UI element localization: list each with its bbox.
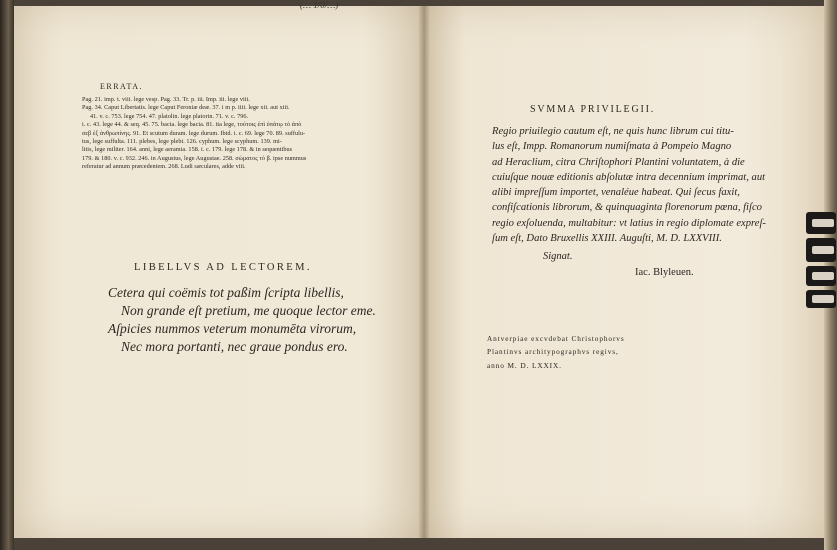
privilege-line: ſum eſt, Dato Bruxellis XXIII. Auguſti, M. D. LXXVIII. <box>492 233 722 245</box>
dedicatory-verse <box>108 284 408 356</box>
page-gutter <box>418 6 430 538</box>
errata-line: 41. v. c. 753. lege 754. 47. platolin. lege platorin. 71. v. c. 796. <box>90 112 249 120</box>
errata-line: 179. & 180. v. c. 932. 246. in Augustus, lege Augustae. 258. σώματος τὸ β. ipse nummus <box>82 154 307 162</box>
errata-heading: ERRATA. <box>100 82 143 91</box>
binder-clip-icon <box>806 266 836 286</box>
verse-line: Nec mora portanti, nec graue pondus ero. <box>121 339 348 354</box>
binder-clip-icon <box>806 290 836 308</box>
binder-clip-icon <box>806 212 836 234</box>
privilege-line: regio exſoluenda, multabitur: vt latius in regio diplomate expreſ- <box>492 217 766 229</box>
errata-list <box>82 96 394 172</box>
signer-name: Iac. Blyleuen. <box>635 267 694 278</box>
errata-line: litis, lege militer. 164. anni, lege aeramia. 158. i. c. 179. lege 178. & in sequentibus <box>82 146 293 154</box>
binder-clip-icon <box>806 238 836 262</box>
errata-line: tus, lege suffulta. 111. plebes, lege plebi. 126. cyphum. lege scyphum. 139. mi- <box>82 138 282 146</box>
imprint-line: anno M. D. LXXIX. <box>487 360 562 370</box>
shelf-mark: (… 1/0/…) <box>300 0 339 10</box>
privilege-line: confiſcationis librorum, & quinquaginta florenorum pœna, fiſco <box>492 202 762 214</box>
privilege-text <box>492 124 766 246</box>
privilege-line: ad Heraclium, citra Chriſtophori Plantini voluntatem, à die <box>492 156 745 168</box>
printer-imprint <box>487 332 747 372</box>
privilege-line: lus eſt, Impp. Romanorum numiſmata à Pompeio Magno <box>492 141 732 153</box>
verse-line: Aſpicies nummos veterum monumēta virorum, <box>108 321 357 336</box>
verse-line: Non grande eſt pretium, me quoque lector eme. <box>121 303 376 318</box>
signat-label: Signat. <box>543 251 573 262</box>
imprint-line: Plantinvs architypographvs regivs, <box>487 347 619 357</box>
errata-line: Pag. 21. imp. t. viii. lege vesp. Pag. 33. Tr. p. iii. Imp. iii. lege viii. <box>82 96 250 103</box>
right-page <box>424 6 824 538</box>
errata-line: Pag. 34. Caput Libertatis. lege Caput Feroniæ deæ. 37. i m p. iiii. lege xii. aut xiii. <box>82 104 290 112</box>
privilege-line: cuiuſque nouæ editionis abſolutæ intra decennium imprimat, aut <box>492 171 766 183</box>
lectorem-heading: LIBELLVS AD LECTOREM. <box>134 262 312 273</box>
imprint-line: Antverpiae excvdebat Christophorvs <box>487 334 625 343</box>
book-binding <box>0 0 14 550</box>
privilege-heading: SVMMA PRIVILEGII. <box>530 104 656 115</box>
privilege-line: Regio priuilegio cautum eſt, ne quis hunc librum cui titu- <box>492 126 734 137</box>
errata-line: σεβ ἐξ ἀνθρωπίνης. 91. Et scutum duram. lege durum. Ibid. i. c. 69. lege 70. 89. suffulu- <box>82 129 306 137</box>
errata-line: referatur ad annum præcedentem. 268. Ludi sæculares, adde viii. <box>82 163 246 171</box>
privilege-line: alibi impreſſum importet, venaléue habeat. Qui ſecus faxit, <box>492 187 740 199</box>
verse-line: Cetera qui coëmis tot paßim ſcripta libellis, <box>108 285 344 300</box>
errata-line: i. c. 43. lege 44. & seq. 45. 75. bacia. lege bacia. 81. ita lege, τούτοις ἐπὶ ὑπάτῳ τὸ ἀπὸ <box>82 121 302 129</box>
